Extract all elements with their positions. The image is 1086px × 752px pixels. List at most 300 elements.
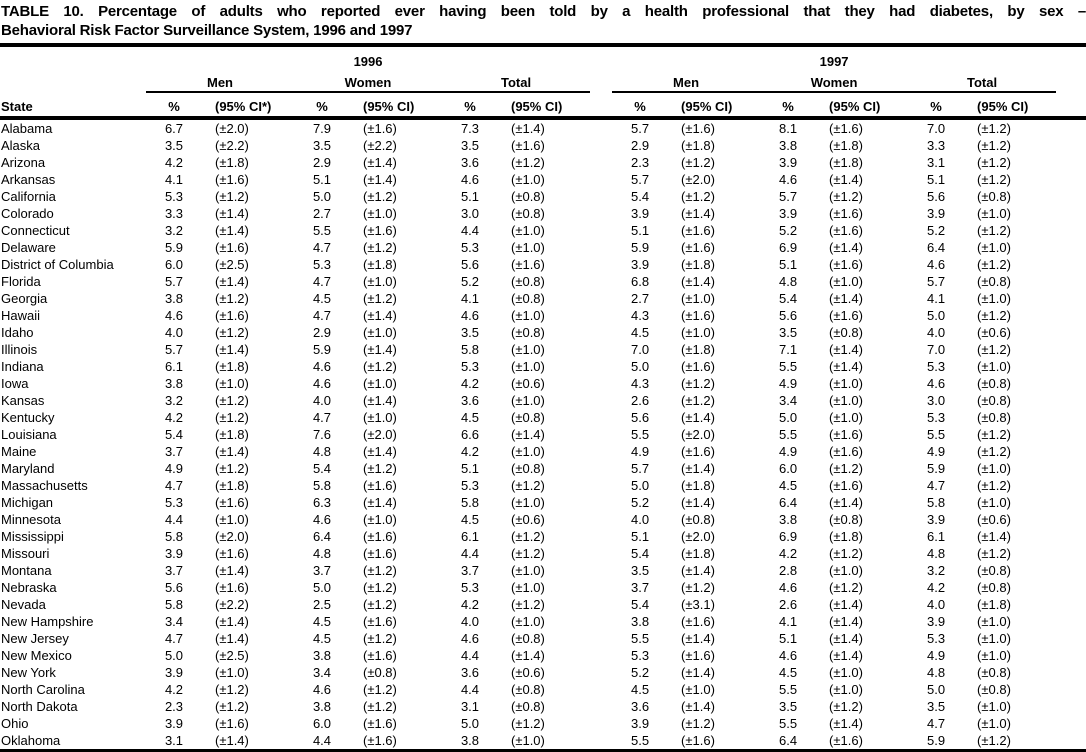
ci-cell: (±1.4) xyxy=(829,172,863,187)
title-line-1: TABLE 10. Percentage of adults who reported ever having been told by a health professional that they had diabetes, by sex – xyxy=(1,3,1086,20)
ci-header: (95% CI) xyxy=(498,92,590,118)
percent-cell: 3.7 xyxy=(631,580,650,595)
right-pad xyxy=(1056,562,1086,579)
right-pad xyxy=(1056,596,1086,613)
ci-cell: (±1.6) xyxy=(829,121,863,136)
column-gap xyxy=(590,290,612,307)
year-header-1997: 1997 xyxy=(819,54,849,69)
ci-cell: (±0.8) xyxy=(511,699,545,714)
percent-cell: 3.5 xyxy=(927,699,946,714)
ci-cell: (±0.8) xyxy=(977,682,1011,697)
percent-cell: 5.4 xyxy=(779,291,798,306)
right-pad xyxy=(1056,426,1086,443)
table-row xyxy=(0,664,1086,681)
percent-cell: 2.9 xyxy=(631,138,650,153)
percent-cell: 5.2 xyxy=(460,274,480,289)
ci-cell: (±1.4) xyxy=(511,121,545,136)
ci-cell: (±2.2) xyxy=(363,138,397,153)
percent-cell: 6.4 xyxy=(312,529,332,544)
ci-cell: (±1.2) xyxy=(363,189,397,204)
percent-cell: 4.7 xyxy=(927,478,946,493)
subgroup-men-1997: Men xyxy=(612,69,760,92)
percent-cell: 4.0 xyxy=(927,325,946,340)
table-row xyxy=(0,392,1086,409)
ci-cell: (±1.2) xyxy=(363,597,397,612)
percent-cell: 2.8 xyxy=(779,563,798,578)
percent-cell: 4.4 xyxy=(164,512,184,527)
column-gap xyxy=(590,613,612,630)
percent-cell: 3.2 xyxy=(927,563,946,578)
state-cell: North Carolina xyxy=(1,682,85,697)
percent-cell: 4.6 xyxy=(779,580,798,595)
percent-cell: 6.9 xyxy=(779,240,798,255)
ci-cell: (±0.8) xyxy=(511,461,545,476)
percent-cell: 5.0 xyxy=(164,648,184,663)
ci-cell: (±1.4) xyxy=(829,495,863,510)
ci-cell: (±1.6) xyxy=(829,478,863,493)
percent-header: % xyxy=(760,92,816,118)
ci-cell: (±1.6) xyxy=(363,546,397,561)
ci-cell: (±3.1) xyxy=(681,597,715,612)
ci-cell: (±1.2) xyxy=(363,580,397,595)
percent-cell: 5.6 xyxy=(164,580,184,595)
percent-cell: 6.4 xyxy=(779,733,798,748)
state-cell: Delaware xyxy=(1,240,56,255)
percent-cell: 4.7 xyxy=(312,410,332,425)
ci-cell: (±1.2) xyxy=(215,682,249,697)
ci-cell: (±1.6) xyxy=(363,223,397,238)
table-row xyxy=(0,732,1086,749)
ci-cell: (±0.8) xyxy=(511,682,545,697)
percent-cell: 5.0 xyxy=(312,189,332,204)
percent-cell: 4.5 xyxy=(460,410,480,425)
percent-cell: 3.8 xyxy=(779,512,798,527)
state-cell: District of Columbia xyxy=(1,257,114,272)
ci-cell: (±1.6) xyxy=(681,240,715,255)
percent-cell: 4.6 xyxy=(460,631,480,646)
percent-cell: 5.5 xyxy=(779,682,798,697)
ci-header: (95% CI*) xyxy=(202,92,294,118)
ci-cell: (±1.2) xyxy=(681,580,715,595)
percent-cell: 3.1 xyxy=(927,155,946,170)
percent-cell: 5.5 xyxy=(779,716,798,731)
state-cell: Arizona xyxy=(1,155,46,170)
ci-cell: (±1.4) xyxy=(681,563,715,578)
percent-cell: 5.8 xyxy=(460,495,480,510)
right-pad xyxy=(1056,324,1086,341)
ci-cell: (±1.2) xyxy=(215,393,249,408)
state-cell: Georgia xyxy=(1,291,48,306)
ci-cell: (±1.4) xyxy=(215,274,249,289)
right-pad xyxy=(1056,222,1086,239)
ci-cell: (±1.6) xyxy=(681,308,715,323)
ci-cell: (±1.2) xyxy=(363,461,397,476)
table-row xyxy=(0,256,1086,273)
ci-cell: (±1.6) xyxy=(681,614,715,629)
ci-cell: (±1.4) xyxy=(215,342,249,357)
column-gap xyxy=(590,579,612,596)
right-pad xyxy=(1056,494,1086,511)
column-gap xyxy=(590,188,612,205)
ci-cell: (±1.4) xyxy=(829,631,863,646)
ci-cell: (±1.4) xyxy=(681,495,715,510)
percent-cell: 6.0 xyxy=(779,461,798,476)
right-pad xyxy=(1056,392,1086,409)
percent-cell: 5.3 xyxy=(460,580,480,595)
state-cell: Connecticut xyxy=(1,223,70,238)
percent-cell: 6.6 xyxy=(460,427,480,442)
percent-cell: 5.1 xyxy=(460,461,480,476)
right-pad xyxy=(1056,188,1086,205)
percent-cell: 5.0 xyxy=(312,580,332,595)
ci-cell: (±1.6) xyxy=(215,546,249,561)
ci-cell: (±1.2) xyxy=(363,682,397,697)
ci-cell: (±1.8) xyxy=(829,138,863,153)
ci-cell: (±1.2) xyxy=(829,189,863,204)
right-pad xyxy=(1056,477,1086,494)
percent-cell: 4.7 xyxy=(312,308,332,323)
percent-cell: 5.6 xyxy=(631,410,650,425)
ci-cell: (±1.2) xyxy=(511,478,545,493)
state-cell: North Dakota xyxy=(1,699,78,714)
percent-cell: 5.2 xyxy=(779,223,798,238)
percent-cell: 7.1 xyxy=(779,342,798,357)
percent-cell: 3.0 xyxy=(460,206,480,221)
percent-cell: 3.6 xyxy=(460,155,480,170)
table-row xyxy=(0,477,1086,494)
ci-cell: (±1.0) xyxy=(511,393,545,408)
ci-cell: (±1.0) xyxy=(511,359,545,374)
table-header xyxy=(0,47,1086,118)
percent-cell: 3.9 xyxy=(631,716,650,731)
percent-cell: 5.7 xyxy=(164,274,184,289)
ci-cell: (±0.8) xyxy=(977,274,1011,289)
ci-cell: (±1.0) xyxy=(829,376,863,391)
ci-cell: (±2.0) xyxy=(215,529,249,544)
ci-cell: (±1.2) xyxy=(681,189,715,204)
ci-cell: (±1.0) xyxy=(977,716,1011,731)
title-line-2: Behavioral Risk Factor Surveillance System, 1996 and 1997 xyxy=(1,22,413,39)
percent-cell: 4.5 xyxy=(631,325,650,340)
ci-cell: (±1.6) xyxy=(681,733,715,748)
percent-cell: 3.2 xyxy=(164,223,184,238)
column-gap xyxy=(590,358,612,375)
right-pad xyxy=(1056,171,1086,188)
ci-cell: (±1.4) xyxy=(829,240,863,255)
ci-cell: (±1.0) xyxy=(977,240,1011,255)
ci-cell: (±1.2) xyxy=(977,427,1011,442)
right-pad xyxy=(1056,579,1086,596)
column-gap xyxy=(590,545,612,562)
ci-cell: (±0.8) xyxy=(829,325,863,340)
percent-cell: 4.5 xyxy=(312,291,332,306)
percent-cell: 6.0 xyxy=(312,716,332,731)
ci-header: (95% CI) xyxy=(668,92,760,118)
ci-cell: (±1.2) xyxy=(977,308,1011,323)
ci-cell: (±1.0) xyxy=(977,495,1011,510)
percent-cell: 3.6 xyxy=(460,665,480,680)
ci-cell: (±1.4) xyxy=(829,648,863,663)
ci-cell: (±1.8) xyxy=(215,427,249,442)
subgroup-total-1997: Total xyxy=(908,69,1056,92)
ci-cell: (±1.0) xyxy=(363,512,397,527)
percent-header: % xyxy=(612,92,668,118)
ci-cell: (±1.0) xyxy=(511,495,545,510)
percent-cell: 4.6 xyxy=(312,512,332,527)
percent-cell: 3.9 xyxy=(927,512,946,527)
percent-cell: 4.9 xyxy=(779,376,798,391)
state-cell: Oklahoma xyxy=(1,733,61,748)
ci-cell: (±2.2) xyxy=(215,138,249,153)
right-pad xyxy=(1056,154,1086,171)
ci-cell: (±1.0) xyxy=(511,733,545,748)
percent-cell: 4.2 xyxy=(779,546,798,561)
ci-cell: (±1.0) xyxy=(511,240,545,255)
state-cell: Minnesota xyxy=(1,512,61,527)
ci-cell: (±0.8) xyxy=(511,631,545,646)
percent-cell: 3.3 xyxy=(927,138,946,153)
right-pad xyxy=(1056,256,1086,273)
column-gap xyxy=(590,698,612,715)
percent-cell: 4.3 xyxy=(631,308,650,323)
column-gap xyxy=(590,596,612,613)
percent-cell: 5.1 xyxy=(312,172,332,187)
state-cell: Missouri xyxy=(1,546,50,561)
table-row xyxy=(0,460,1086,477)
column-gap xyxy=(590,171,612,188)
subgroup-header-row xyxy=(0,69,1086,92)
percent-cell: 4.6 xyxy=(460,172,480,187)
percent-cell: 5.4 xyxy=(631,597,650,612)
column-gap xyxy=(590,681,612,698)
column-gap xyxy=(590,528,612,545)
state-cell: Mississippi xyxy=(1,529,64,544)
ci-cell: (±1.8) xyxy=(215,359,249,374)
percent-cell: 5.3 xyxy=(927,631,946,646)
percent-cell: 3.4 xyxy=(164,614,184,629)
state-cell: Arkansas xyxy=(1,172,56,187)
column-gap xyxy=(590,409,612,426)
state-cell: Kansas xyxy=(1,393,45,408)
right-pad xyxy=(1056,613,1086,630)
ci-cell: (±0.8) xyxy=(829,512,863,527)
percent-cell: 4.2 xyxy=(460,376,480,391)
table-row xyxy=(0,528,1086,545)
percent-cell: 2.5 xyxy=(312,597,332,612)
percent-cell: 4.0 xyxy=(312,393,332,408)
ci-cell: (±1.0) xyxy=(511,223,545,238)
percent-cell: 2.9 xyxy=(312,325,332,340)
ci-cell: (±1.2) xyxy=(215,189,249,204)
ci-cell: (±1.2) xyxy=(829,546,863,561)
ci-cell: (±1.2) xyxy=(511,597,545,612)
ci-cell: (±1.0) xyxy=(363,376,397,391)
ci-cell: (±1.6) xyxy=(829,223,863,238)
state-cell: Nevada xyxy=(1,597,46,612)
subgroup-total-1996: Total xyxy=(442,69,590,92)
ci-header: (95% CI) xyxy=(350,92,442,118)
column-gap xyxy=(590,647,612,664)
percent-cell: 6.4 xyxy=(927,240,946,255)
percent-cell: 2.9 xyxy=(312,155,332,170)
percent-cell: 5.3 xyxy=(927,410,946,425)
ci-cell: (±1.0) xyxy=(681,325,715,340)
table-row xyxy=(0,222,1086,239)
percent-cell: 5.3 xyxy=(631,648,650,663)
table-body xyxy=(0,118,1086,749)
ci-cell: (±1.0) xyxy=(681,291,715,306)
percent-cell: 4.7 xyxy=(164,631,184,646)
ci-cell: (±1.2) xyxy=(977,121,1011,136)
percent-cell: 5.7 xyxy=(631,121,650,136)
percent-cell: 5.1 xyxy=(779,631,798,646)
percent-cell: 5.0 xyxy=(631,478,650,493)
ci-cell: (±1.4) xyxy=(363,172,397,187)
ci-cell: (±1.2) xyxy=(363,240,397,255)
percent-cell: 5.8 xyxy=(460,342,480,357)
percent-cell: 4.0 xyxy=(164,325,184,340)
table-row xyxy=(0,545,1086,562)
percent-cell: 4.6 xyxy=(312,376,332,391)
ci-cell: (±1.0) xyxy=(977,648,1011,663)
percent-cell: 5.0 xyxy=(631,359,650,374)
table-row xyxy=(0,205,1086,222)
ci-cell: (±0.8) xyxy=(977,410,1011,425)
table-row xyxy=(0,596,1086,613)
percent-cell: 4.4 xyxy=(460,682,480,697)
percent-cell: 3.9 xyxy=(927,206,946,221)
ci-cell: (±1.2) xyxy=(829,580,863,595)
ci-cell: (±1.6) xyxy=(363,716,397,731)
ci-cell: (±1.6) xyxy=(215,716,249,731)
percent-cell: 4.5 xyxy=(312,631,332,646)
ci-cell: (±1.6) xyxy=(511,257,545,272)
ci-cell: (±1.0) xyxy=(829,410,863,425)
percent-cell: 5.3 xyxy=(164,189,184,204)
ci-cell: (±1.4) xyxy=(681,665,715,680)
percent-cell: 3.4 xyxy=(779,393,798,408)
state-cell: Alaska xyxy=(1,138,41,153)
percent-cell: 6.1 xyxy=(927,529,946,544)
ci-cell: (±1.8) xyxy=(681,478,715,493)
percent-cell: 5.5 xyxy=(779,359,798,374)
percent-cell: 2.3 xyxy=(631,155,650,170)
column-gap xyxy=(590,494,612,511)
percent-cell: 3.6 xyxy=(631,699,650,714)
table-row xyxy=(0,698,1086,715)
percent-cell: 3.8 xyxy=(312,648,332,663)
ci-cell: (±1.2) xyxy=(511,529,545,544)
percent-cell: 5.4 xyxy=(631,189,650,204)
right-pad xyxy=(1056,664,1086,681)
state-cell: Illinois xyxy=(1,342,38,357)
percent-cell: 7.0 xyxy=(631,342,650,357)
ci-cell: (±1.0) xyxy=(511,444,545,459)
column-gap xyxy=(590,562,612,579)
ci-cell: (±1.4) xyxy=(215,223,249,238)
ci-cell: (±1.4) xyxy=(215,733,249,748)
year-header-row xyxy=(0,47,1086,69)
ci-cell: (±1.2) xyxy=(363,563,397,578)
percent-cell: 4.2 xyxy=(164,155,184,170)
right-pad xyxy=(1056,307,1086,324)
percent-cell: 5.8 xyxy=(164,529,184,544)
column-gap xyxy=(590,341,612,358)
percent-cell: 6.1 xyxy=(164,359,184,374)
ci-cell: (±1.6) xyxy=(829,308,863,323)
percent-cell: 4.8 xyxy=(927,665,946,680)
percent-cell: 3.2 xyxy=(164,393,184,408)
percent-cell: 5.9 xyxy=(927,733,946,748)
ci-cell: (±1.2) xyxy=(215,291,249,306)
percent-cell: 6.7 xyxy=(164,121,184,136)
percent-cell: 5.3 xyxy=(460,359,480,374)
right-pad xyxy=(1056,630,1086,647)
percent-cell: 5.9 xyxy=(312,342,332,357)
percent-cell: 4.6 xyxy=(927,257,946,272)
state-cell: Maryland xyxy=(1,461,55,476)
percent-cell: 4.9 xyxy=(631,444,650,459)
percent-cell: 4.9 xyxy=(779,444,798,459)
ci-cell: (±1.4) xyxy=(363,444,397,459)
column-gap xyxy=(590,715,612,732)
ci-cell: (±0.8) xyxy=(363,665,397,680)
percent-cell: 4.0 xyxy=(631,512,650,527)
percent-cell: 3.9 xyxy=(631,257,650,272)
column-gap xyxy=(590,47,612,118)
ci-cell: (±0.8) xyxy=(511,291,545,306)
percent-cell: 3.4 xyxy=(312,665,332,680)
ci-cell: (±0.8) xyxy=(977,189,1011,204)
right-pad xyxy=(1056,290,1086,307)
percent-header: % xyxy=(146,92,202,118)
percent-cell: 5.1 xyxy=(460,189,480,204)
percent-header: % xyxy=(442,92,498,118)
ci-cell: (±1.8) xyxy=(829,155,863,170)
ci-cell: (±1.8) xyxy=(681,546,715,561)
state-cell: Indiana xyxy=(1,359,44,374)
ci-cell: (±1.0) xyxy=(829,682,863,697)
right-pad xyxy=(1056,715,1086,732)
percent-cell: 4.6 xyxy=(164,308,184,323)
right-pad xyxy=(1056,239,1086,256)
state-cell: Massachusetts xyxy=(1,478,88,493)
ci-cell: (±1.4) xyxy=(829,359,863,374)
ci-cell: (±1.0) xyxy=(511,308,545,323)
state-cell: New Jersey xyxy=(1,631,69,646)
ci-cell: (±1.2) xyxy=(681,716,715,731)
column-gap xyxy=(590,732,612,749)
column-gap xyxy=(590,324,612,341)
percent-cell: 4.1 xyxy=(460,291,480,306)
percent-cell: 5.4 xyxy=(164,427,184,442)
percent-cell: 5.8 xyxy=(312,478,332,493)
ci-cell: (±1.4) xyxy=(215,563,249,578)
percent-cell: 3.7 xyxy=(460,563,480,578)
column-header-row xyxy=(0,92,1086,118)
percent-header: % xyxy=(908,92,964,118)
right-pad xyxy=(1056,511,1086,528)
percent-cell: 4.6 xyxy=(312,359,332,374)
state-cell: Hawaii xyxy=(1,308,41,323)
percent-cell: 4.6 xyxy=(779,648,798,663)
percent-header: % xyxy=(294,92,350,118)
column-gap xyxy=(590,375,612,392)
table-row xyxy=(0,188,1086,205)
ci-cell: (±1.0) xyxy=(829,274,863,289)
percent-cell: 4.9 xyxy=(164,461,184,476)
percent-cell: 3.5 xyxy=(164,138,184,153)
